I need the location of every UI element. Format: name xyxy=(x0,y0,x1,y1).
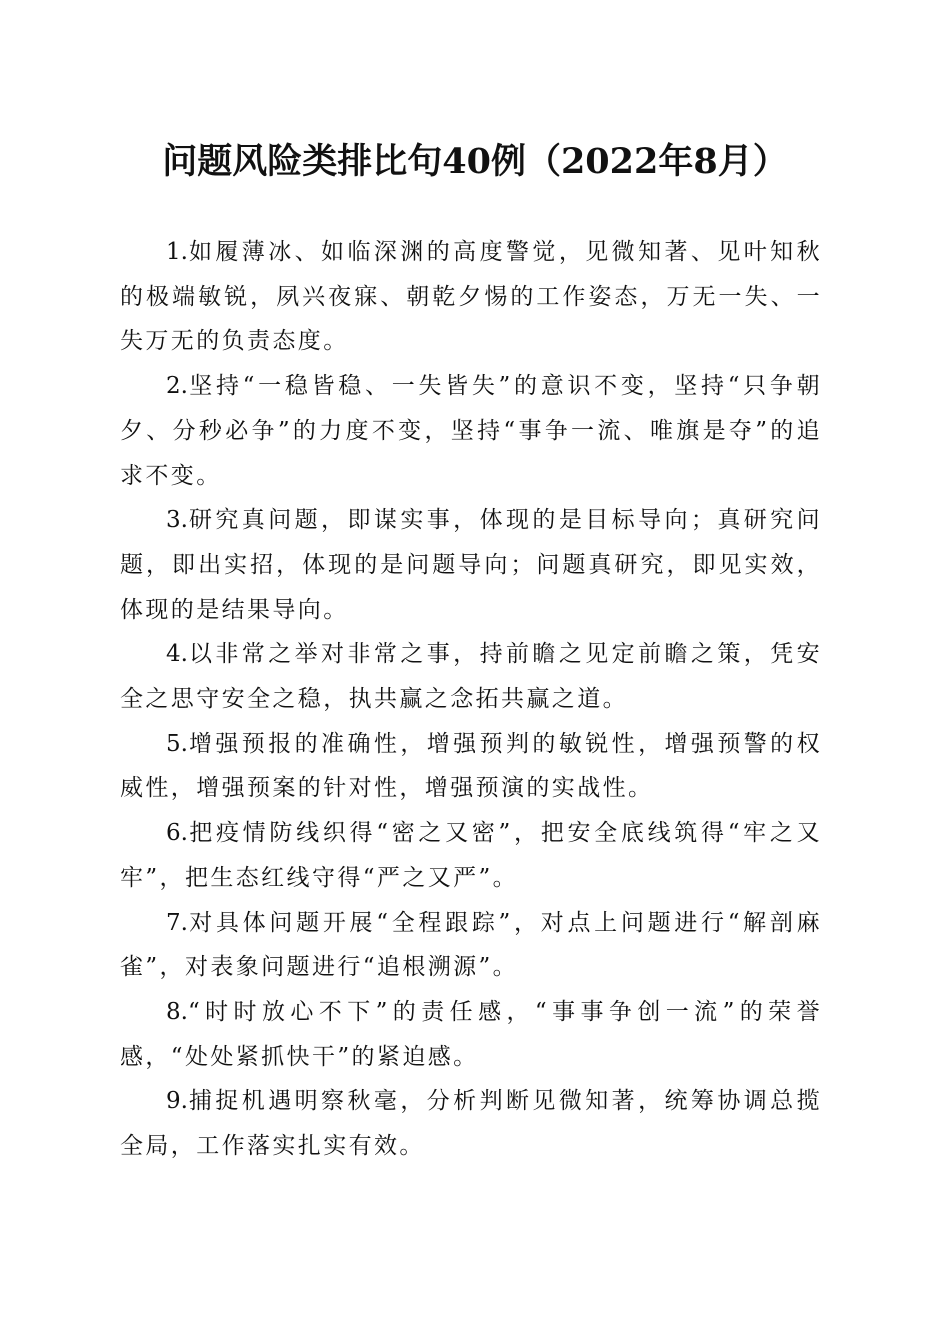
paragraph-text: 坚持“一稳皆稳、一失皆失”的意识不变，坚持“只争朝夕、分秒必争”的力度不变，坚持“事争一流、唯旗是夺”的追求不变。 xyxy=(120,373,822,489)
paragraph-number: 2. xyxy=(166,373,188,400)
paragraph-4 xyxy=(120,632,822,721)
paragraph-5 xyxy=(120,722,822,811)
paragraph-text: 以非常之举对非常之事，持前瞻之见定前瞻之策，凭安全之思守安全之稳，执共赢之念拓共赢之道。 xyxy=(120,641,822,713)
paragraph-text: 增强预报的准确性，增强预判的敏锐性，增强预警的权威性，增强预案的针对性，增强预演的实战性。 xyxy=(120,730,822,802)
paragraph-2 xyxy=(120,364,822,498)
paragraph-text: 如履薄冰、如临深渊的高度警觉，见微知著、见叶知秋的极端敏锐，夙兴夜寐、朝乾夕惕的工作姿态，万无一失、一失万无的负责态度。 xyxy=(120,239,822,355)
paragraph-number: 3. xyxy=(166,507,188,534)
paragraph-text: 捕捉机遇明察秋毫，分析判断见微知著，统筹协调总揽全局，工作落实扎实有效。 xyxy=(120,1088,822,1160)
paragraph-text: 把疫情防线织得“密之又密”，把安全底线筑得“牢之又牢”，把生态红线守得“严之又严”。 xyxy=(120,820,822,891)
paragraph-number: 6. xyxy=(166,820,188,847)
paragraph-6 xyxy=(120,811,822,900)
document-title: 问题风险类排比句40例（2022年8月） xyxy=(162,141,788,182)
paragraph-text: 研究真问题，即谋实事，体现的是目标导向；真研究问题，即出实招，体现的是问题导向；问题真研究，即见实效，体现的是结果导向。 xyxy=(120,507,822,623)
paragraph-number: 9. xyxy=(166,1088,188,1115)
paragraph-number: 8. xyxy=(166,998,188,1025)
paragraph-number: 5. xyxy=(166,730,188,757)
paragraph-text: 对具体问题开展“全程跟踪”，对点上问题进行“解剖麻雀”，对表象问题进行“追根溯源”。 xyxy=(120,909,822,981)
paragraph-1 xyxy=(120,230,822,364)
paragraph-number: 1. xyxy=(166,239,188,265)
paragraph-7 xyxy=(120,901,822,990)
paragraph-8 xyxy=(120,990,822,1079)
paragraph-text: “时时放心不下”的责任感，“事事争创一流”的荣誉感，“处处紧抓快干”的紧迫感。 xyxy=(120,998,822,1070)
paragraph-number: 7. xyxy=(166,909,188,936)
paragraph-9 xyxy=(120,1079,822,1168)
paragraph-3 xyxy=(120,498,822,632)
document-body xyxy=(120,230,822,1169)
paragraph-number: 4. xyxy=(166,641,188,668)
